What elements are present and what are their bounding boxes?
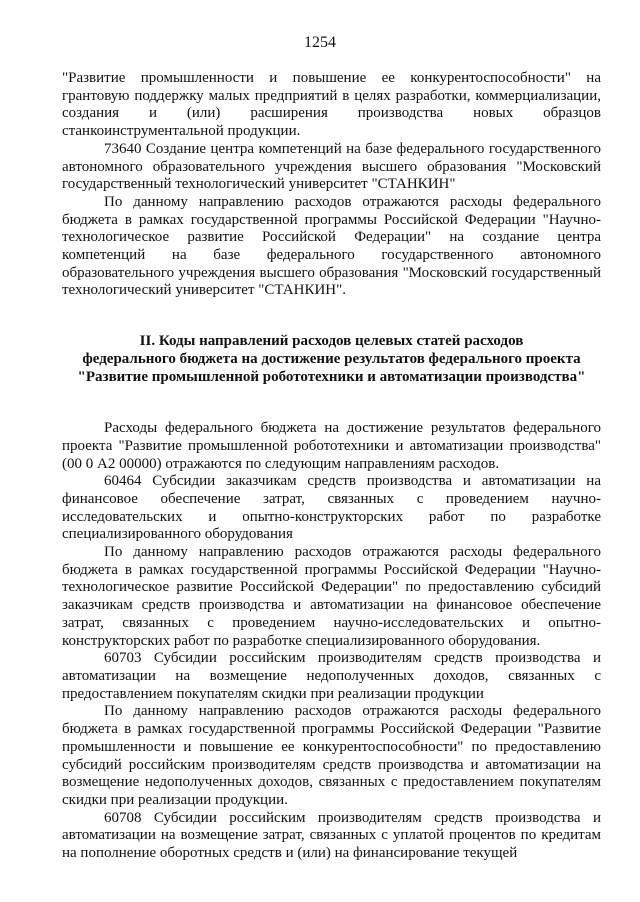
paragraph-73640-description: По данному направлению расходов отражаются расходы федерального бюджета в рамках государственной программы Российской Федерации "Научно-технологическое развитие Российской Федерации" на создание центра компетенций на базе федерального государственного автономного образовательного учреждения высшего образования "Московский государственный технологический университет "СТАНКИН". <box>62 193 601 299</box>
section-heading-line-2: федерального бюджета на достижение результатов федерального проекта <box>82 351 581 368</box>
paragraph-code-73640: 73640 Создание центра компетенций на базе федерального государственного автономного образовательного учреждения высшего образования "Московский государственный технологический университет "СТАНКИН" <box>62 140 601 193</box>
paragraph-continuation: "Развитие промышленности и повышение ее конкурентоспособности" на грантовую поддержку малых предприятий в целях разработки, коммерциализации, создания и (или) расширения производства новых образцов станкоинструментальной продукции. <box>62 70 601 140</box>
section-heading-line-3: "Развитие промышленной робототехники и автоматизации производства" <box>77 369 586 386</box>
paragraph-code-60708: 60708 Субсидии российским производителям средств производства и автоматизации на возмещение затрат, связанных с уплатой процентов по кредитам на пополнение оборотных средств и (или) на финансирование текущей <box>62 809 601 862</box>
paragraph-code-60464: 60464 Субсидии заказчикам средств производства и автоматизации на финансовое обеспечение затрат, связанных с проведением научно-исследовательских и опытно-конструкторских работ по разработке специализированного оборудования <box>62 473 601 543</box>
page-number: 1254 <box>304 34 336 51</box>
document-body <box>62 70 601 863</box>
paragraph-60703-description: По данному направлению расходов отражаются расходы федерального бюджета в рамках государственной программы Российской Федерации "Развитие промышленности и повышение ее конкурентоспособности" по предоставлению субсидий российским производителям средств производства и автоматизации на возмещение недополученных доходов, связанных с предоставлением покупателям скидки при реализации продукции. <box>62 703 601 808</box>
section-heading <box>62 332 601 386</box>
paragraph-section-intro: Расходы федерального бюджета на достижение результатов федерального проекта "Развитие промышленной робототехники и автоматизации производства" (00 0 А2 00000) отражаются по следующим направлениям расходов. <box>62 420 601 472</box>
paragraph-60464-description: По данному направлению расходов отражаются расходы федерального бюджета в рамках государственной программы Российской Федерации "Научно-технологическое развитие Российской Федерации" по предоставлению субсидий заказчикам средств производства и автоматизации на финансовое обеспечение затрат, связанных с проведением научно-исследовательских и опытно-конструкторских работ по разработке специализированного оборудования. <box>62 544 601 649</box>
section-heading-line-1: II. Коды направлений расходов целевых статей расходов <box>139 333 524 350</box>
paragraph-code-60703: 60703 Субсидии российским производителям средств производства и автоматизации на возмещение недополученных доходов, связанных с предоставлением покупателям скидки при реализации продукции <box>62 650 601 702</box>
